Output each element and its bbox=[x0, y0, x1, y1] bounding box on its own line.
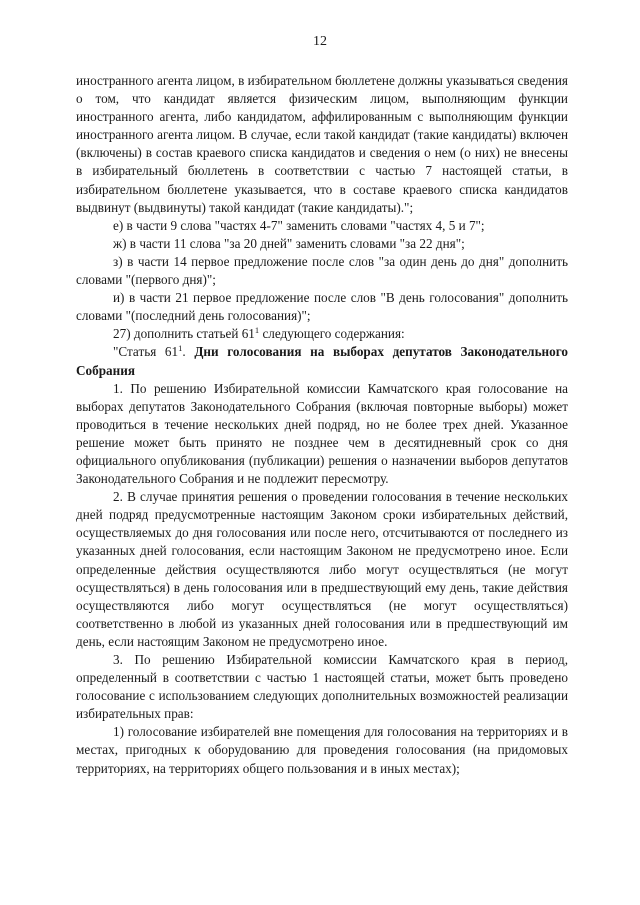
article-heading-sep: . bbox=[182, 344, 195, 360]
article-heading-title: Дни голосования на выборах депутатов Законодательного Собрания bbox=[76, 344, 568, 378]
page-number: 12 bbox=[313, 34, 327, 49]
item27-before: 27) дополнить статьей 61 bbox=[113, 326, 255, 342]
item27-sup: 1 bbox=[254, 325, 260, 336]
article-paragraph-3: 3. По решению Избирательной комиссии Камчатского края в период, определенный в соответствии с частью 1 настоящей статьи, может быть проведено голосование с использованием следующих дополнительных возможностей реализации избирательных прав: bbox=[76, 652, 568, 722]
item27-after: следующего содержания: bbox=[259, 326, 405, 342]
article-heading bbox=[76, 343, 568, 379]
article-paragraph-1: 1. По решению Избирательной комиссии Камчатского края голосование на выборах депутатов Законодательного Собрания (включая повторные выборы) может проводиться в течение нескольких дней подряд, но не более трех дней. Указанное решение может быть принято не позднее чем в десятидневный срок со дня официального опубликования (публикации) решения о назначении выборов депутатов Законодательного Собрания и не подлежит пересмотру. bbox=[76, 380, 568, 487]
article-heading-sup: 1 bbox=[178, 343, 183, 354]
paragraph-item-zh: ж) в части 11 слова "за 20 дней" заменить словами "за 22 дня"; bbox=[113, 235, 465, 251]
article-heading-prefix: "Статья 61 bbox=[113, 344, 179, 360]
article-paragraph-3-item-1: 1) голосование избирателей вне помещения для голосования на территориях и в местах, пригодных к оборудованию для проведения голосования (на придомовых территориях, на территориях общего пользования и в иных местах); bbox=[76, 724, 568, 776]
article-paragraph-2: 2. В случае принятия решения о проведении голосования в течение нескольких дней подряд предусмотренные настоящим Законом сроки избирательных действий, осуществляемых до дня голосования или после него, отсчитываются от последнего из указанных дней голосования, если настоящим Законом не предусмотрено иное. Если определенные действия осуществляются либо могут осуществляться (не могут осуществляться) в день голосования или в предшествующий ему день, такие действия осуществляются либо могут осуществляться (не могут осуществляться) соответственно в любой из указанных дней голосования или в предшествующий им день, если настоящим Законом не предусмотрено иное. bbox=[76, 489, 568, 649]
paragraph-item-e: е) в части 9 слова "частях 4-7" заменить словами "частях 4, 5 и 7"; bbox=[113, 217, 485, 233]
paragraph-continuation: иностранного агента лицом, в избирательном бюллетене должны указываться сведения о том, что кандидат является физическим лицом, выполняющим функции иностранного агента, либо кандидатом, аффилированным с выполняющим функции иностранного агента лицом. В случае, если такой кандидат (такие кандидаты) включен (включены) в состав краевого списка кандидатов и сведения о нем (о них) не внесены в избирательный бюллетень в соответствии с частью 7 настоящей статьи, в избирательном бюллетене указывается, что в составе краевого списка кандидатов выдвинут (выдвинуты) такой кандидат (такие кандидаты)."; bbox=[76, 73, 568, 215]
paragraph-item-i: и) в части 21 первое предложение после слов "В день голосования" дополнить словами "(последний день голосования)"; bbox=[76, 290, 568, 324]
document-body bbox=[76, 72, 568, 778]
paragraph-item-z: з) в части 14 первое предложение после слов "за один день до дня" дополнить словами "(первого дня)"; bbox=[76, 253, 568, 288]
paragraph-item-27 bbox=[76, 325, 568, 343]
